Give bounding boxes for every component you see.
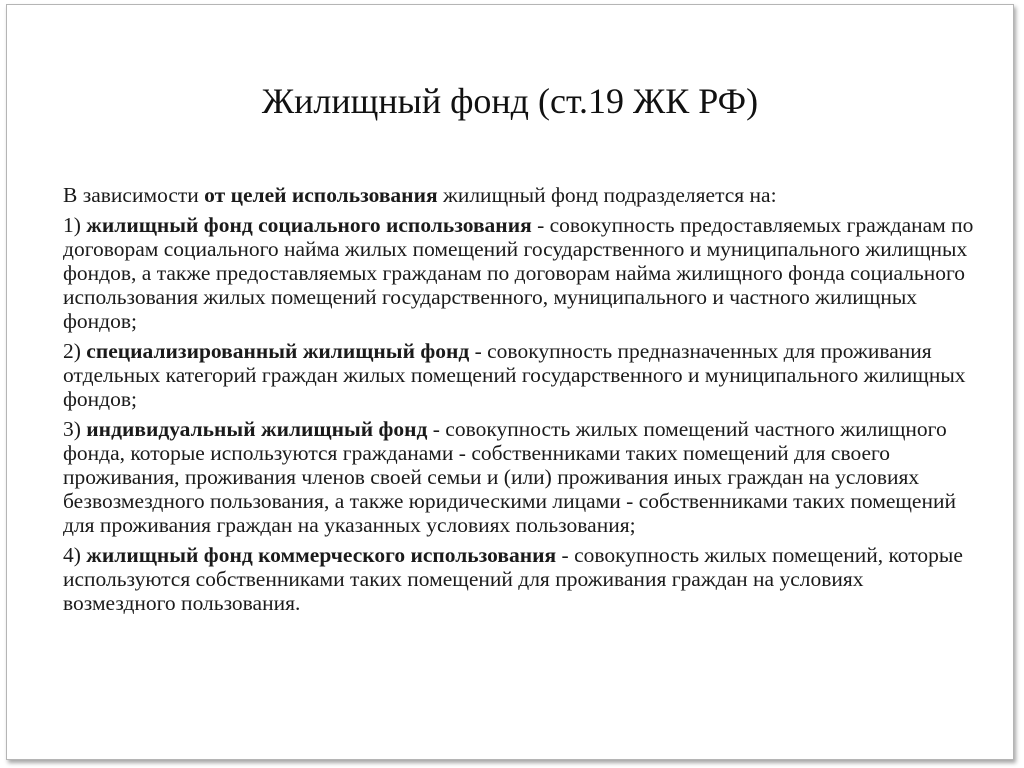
item-term: специализированный жилищный фонд — [86, 339, 470, 363]
slide-title: Жилищный фонд (ст.19 ЖК РФ) — [261, 81, 759, 121]
item-number: 2) — [63, 339, 87, 363]
item-description: - совокупность жилых помещений, которые используются собственниками таких помещений для проживания граждан на условиях возмездного пользования. — [63, 543, 963, 615]
item-description: - совокупность предназначенных для проживания отдельных категорий граждан жилых помещений государственного и муниципального жилищных фондов; — [63, 339, 966, 411]
list-item — [63, 543, 978, 615]
item-number: 1) — [63, 213, 87, 237]
slide-body — [63, 183, 978, 621]
list-item — [63, 213, 978, 333]
intro-paragraph — [63, 183, 978, 207]
item-description: - совокупность предоставляемых гражданам по договорам социального найма жилых помещений государственного и муниципального жилищных фондов, а также предоставляемых гражданам по договорам найма жилищного фонда социального использования жилых помещений государственного, муниципального и частного жилищных фондов; — [63, 213, 974, 333]
item-number: 3) — [63, 417, 87, 441]
slide — [6, 4, 1014, 760]
item-term: жилищный фонд социального использования — [86, 213, 532, 237]
item-number: 4) — [63, 543, 87, 567]
list-item — [63, 339, 978, 411]
item-term: индивидуальный жилищный фонд — [86, 417, 428, 441]
item-description: - совокупность жилых помещений частного жилищного фонда, которые используются гражданами - собственниками таких помещений для своего проживания, проживания членов своей семьи и (или) проживания иных граждан на условиях безвозмездного пользования, а также юридическими лицами - собственниками таких помещений для проживания граждан на указанных условиях пользования; — [63, 417, 956, 537]
intro-text-post: жилищный фонд подразделяется на: — [437, 183, 777, 207]
list-item — [63, 417, 978, 537]
item-term: жилищный фонд коммерческого использования — [86, 543, 557, 567]
intro-text-pre: В зависимости — [63, 183, 205, 207]
intro-text-bold: от целей использования — [204, 183, 438, 207]
